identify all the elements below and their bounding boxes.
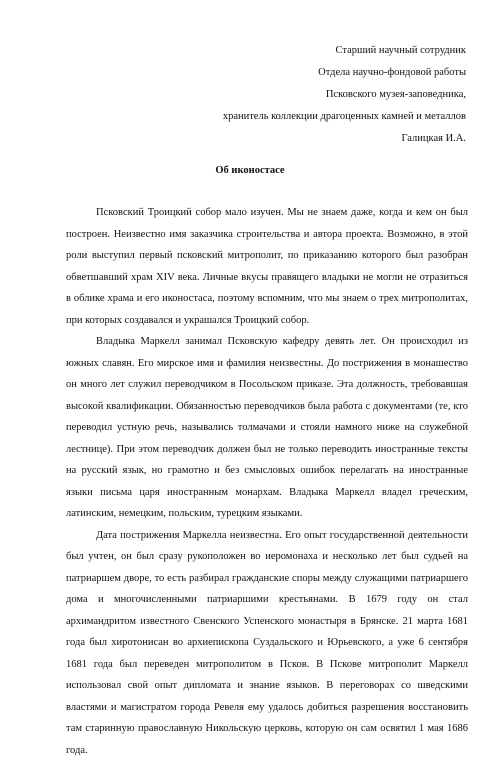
author-position: Старший научный сотрудник: [335, 45, 466, 56]
paragraph: Владыка Маркелл занимал Псковскую кафедру девять лет. Он происходил из южных славян. Его мирское имя и фамилия неизвестны. До пострижения в монашество он много лет служил переводчиком в Посольском приказе. Эта должность, требовавшая высокой квалификации. Обязанностью переводчиков была работа с документами (те, кто переводил устную речь, назывались толмачами и стояли намного ниже на служебной лестнице). При этом переводчик должен был не только переводить иностранные тексты на русский язык, но грамотно и без смысловых ошибок перелагать на иностранные языки письма царя иностранным монархам. Владыка Маркелл владел греческим, латинским, немецким, польским, турецким языками.: [66, 336, 468, 519]
author-role: хранитель коллекции драгоценных камней и металлов: [222, 111, 466, 122]
paragraph: Псковский Троицкий собор мало изучен. Мы не знаем даже, когда и кем он был построен. Неизвестно имя заказчика строительства и автора проекта. Возможно, в этой роли выступил первый псковский митрополит, по приказанию которого был разобран обветшавший храм XIV века. Личные вкусы правящего владыки не могли не отразиться в облике храма и его иконостаса, поэтому вспомним, что мы знаем о трех митрополитах, при которых создавался и украшался Троицкий собор.: [66, 207, 468, 326]
author-block: [223, 40, 466, 150]
document-title: Об иконостасе: [215, 165, 285, 176]
document-body: [66, 202, 468, 761]
author-institution: Псковского музея-заповедника,: [325, 89, 466, 100]
author-name: Галицкая И.А.: [401, 133, 466, 144]
paragraph: Дата пострижения Маркелла неизвестна. Его опыт государственной деятельности был учтен, он был сразу рукоположен во иеромонаха и несколько лет был судьей на патриаршем дворе, то есть разбирал гражданские споры между служащими патриаршего дома и многочисленными патриаршими крестьянами. В 1679 году он стал архимандритом известного Свенского Успенского монастыря в Брянске. 21 марта 1681 года был хиротонисан во архиепископа Суздальского и Юрьевского, а уже 6 сентября 1681 года был переведен митрополитом в Псков. В Пскове митрополит Маркелл использовал свой опыт дипломата и знание языков. В переговорах со шведскими властями и магистратом города Ревеля ему удалось добиться разрешения восстановить там старинную православную Никольскую церковь, которую он сам освятил 1 мая 1686 года.: [66, 529, 468, 756]
author-department: Отдела научно-фондовой работы: [318, 67, 466, 78]
